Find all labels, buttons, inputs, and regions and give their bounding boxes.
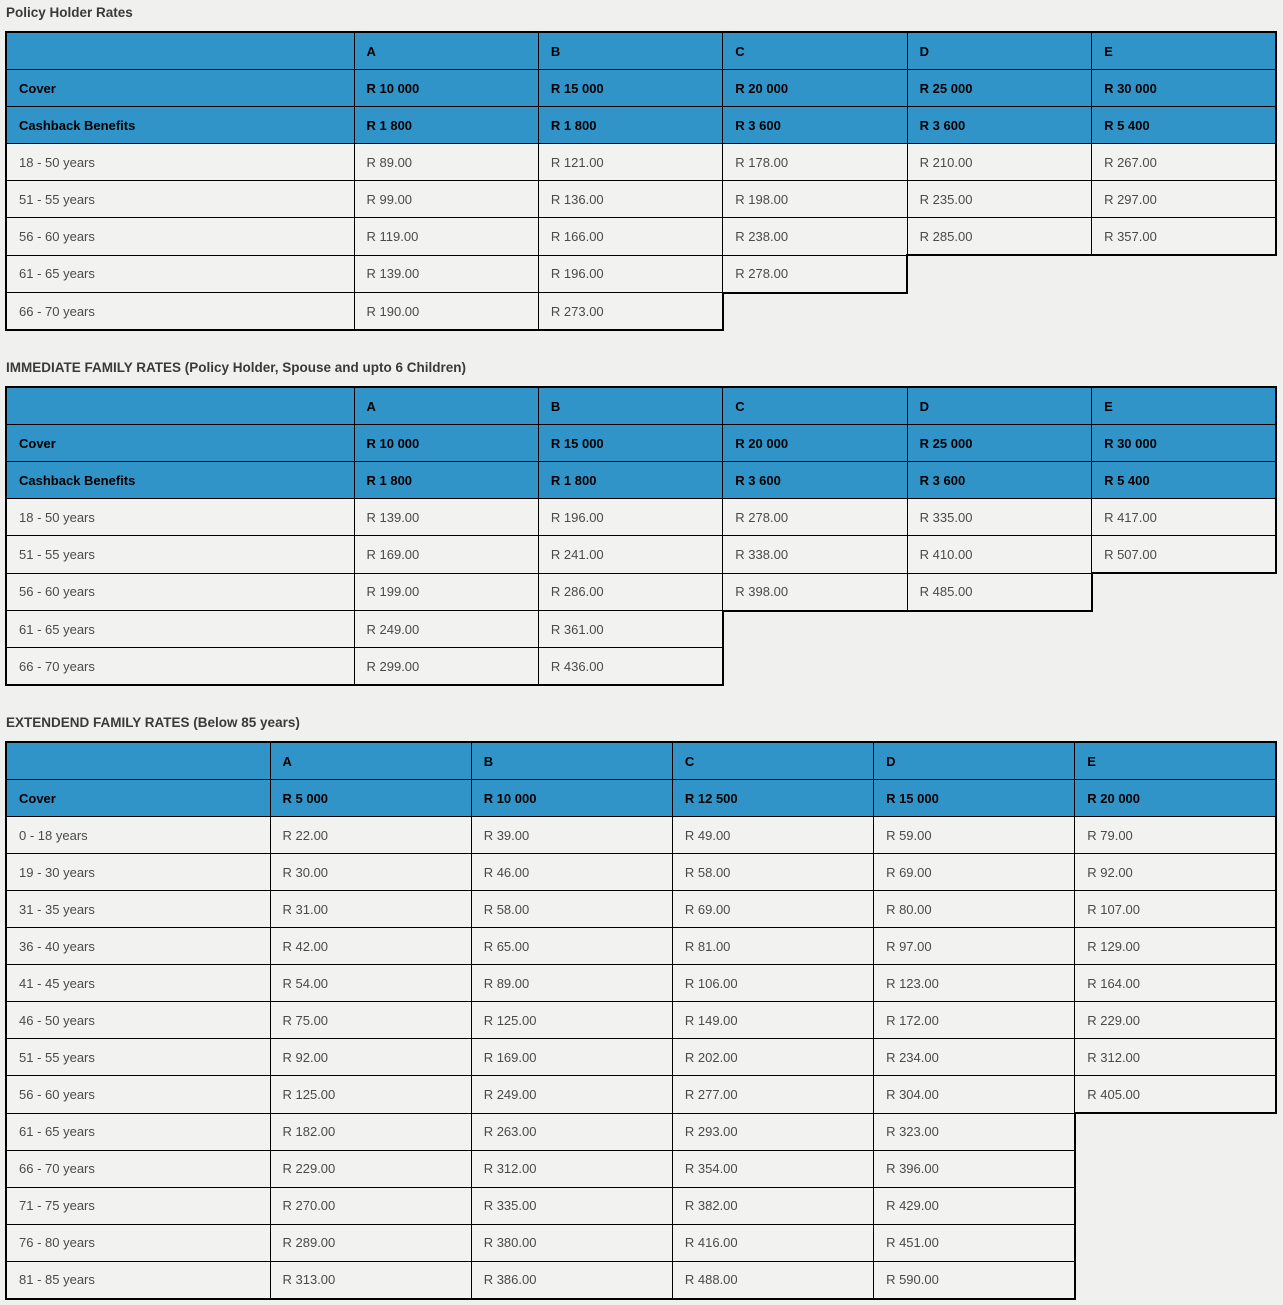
rate-value-cell: R 107.00	[1075, 891, 1276, 928]
rate-value-cell: R 166.00	[538, 218, 722, 256]
rate-value-cell: R 590.00	[874, 1261, 1075, 1299]
rate-value-cell: R 235.00	[907, 181, 1091, 218]
rate-value-cell: R 69.00	[672, 891, 873, 928]
rate-value-cell: R 65.00	[471, 928, 672, 965]
header-label-cell: Cover	[6, 780, 270, 817]
rate-value-cell: R 286.00	[538, 573, 722, 611]
column-letter-cell: C	[723, 32, 907, 70]
header-value-cell: R 5 000	[270, 780, 471, 817]
rate-value-cell: R 123.00	[874, 965, 1075, 1002]
rate-row	[6, 1002, 1276, 1039]
header-value-cell: R 12 500	[672, 780, 873, 817]
corner-cell	[6, 742, 270, 780]
rate-row	[6, 1113, 1276, 1150]
column-letter-cell: C	[723, 387, 907, 425]
age-band-cell: 19 - 30 years	[6, 854, 270, 891]
header-value-cell: R 15 000	[538, 70, 722, 107]
header-row	[6, 425, 1276, 462]
rate-value-cell: R 210.00	[907, 144, 1091, 181]
rate-value-cell: R 312.00	[1075, 1039, 1276, 1076]
header-label-cell: Cover	[6, 70, 354, 107]
rate-value-cell: R 119.00	[354, 218, 538, 256]
rate-row	[6, 1224, 1276, 1261]
rate-value-cell: R 190.00	[354, 293, 538, 331]
rate-row	[6, 573, 1276, 611]
header-value-cell: R 10 000	[471, 780, 672, 817]
age-band-cell: 31 - 35 years	[6, 891, 270, 928]
rate-value-cell: R 125.00	[270, 1076, 471, 1114]
rate-value-cell: R 278.00	[723, 499, 907, 536]
rate-value-cell: R 169.00	[471, 1039, 672, 1076]
header-value-cell: R 10 000	[354, 70, 538, 107]
rate-row	[6, 648, 1276, 686]
rate-value-cell: R 164.00	[1075, 965, 1276, 1002]
rate-row	[6, 144, 1276, 181]
age-band-cell: 76 - 80 years	[6, 1224, 270, 1261]
rate-value-cell: R 92.00	[270, 1039, 471, 1076]
age-band-cell: 18 - 50 years	[6, 499, 354, 536]
rate-value-cell: R 234.00	[874, 1039, 1075, 1076]
rate-value-cell: R 380.00	[471, 1224, 672, 1261]
rate-value-cell: R 58.00	[471, 891, 672, 928]
rate-value-cell: R 169.00	[354, 536, 538, 574]
rate-value-cell: R 178.00	[723, 144, 907, 181]
rate-value-cell: R 285.00	[907, 218, 1091, 256]
rate-value-cell: R 58.00	[672, 854, 873, 891]
rate-value-cell: R 410.00	[907, 536, 1091, 574]
policy-holder-rates-title: Policy Holder Rates	[6, 5, 133, 20]
rate-value-cell: R 297.00	[1092, 181, 1276, 218]
rate-value-cell: R 241.00	[538, 536, 722, 574]
rate-value-cell: R 69.00	[874, 854, 1075, 891]
rate-value-cell: R 79.00	[1075, 817, 1276, 854]
rate-row	[6, 499, 1276, 536]
rate-value-cell: R 129.00	[1075, 928, 1276, 965]
column-letters-row	[6, 387, 1276, 425]
rate-value-cell: R 89.00	[354, 144, 538, 181]
header-value-cell: R 30 000	[1092, 425, 1276, 462]
rate-value-cell: R 338.00	[723, 536, 907, 574]
rate-value-cell: R 125.00	[471, 1002, 672, 1039]
rate-value-cell: R 80.00	[874, 891, 1075, 928]
age-band-cell: 61 - 65 years	[6, 1113, 270, 1150]
rate-value-cell: R 249.00	[354, 611, 538, 648]
rate-value-cell: R 278.00	[723, 255, 907, 293]
rate-value-cell: R 485.00	[907, 573, 1091, 611]
column-letter-cell: D	[874, 742, 1075, 780]
header-row	[6, 462, 1276, 499]
column-letters-row	[6, 32, 1276, 70]
age-band-cell: 46 - 50 years	[6, 1002, 270, 1039]
rate-row	[6, 965, 1276, 1002]
header-value-cell: R 1 800	[538, 107, 722, 144]
column-letter-cell: B	[538, 387, 722, 425]
rate-value-cell: R 273.00	[538, 293, 722, 331]
rate-value-cell: R 304.00	[874, 1076, 1075, 1114]
rate-value-cell: R 121.00	[538, 144, 722, 181]
rate-value-cell: R 136.00	[538, 181, 722, 218]
rate-row	[6, 293, 1276, 331]
age-band-cell: 66 - 70 years	[6, 1150, 270, 1187]
column-letter-cell: A	[270, 742, 471, 780]
age-band-cell: 71 - 75 years	[6, 1187, 270, 1224]
rate-value-cell: R 429.00	[874, 1187, 1075, 1224]
age-band-cell: 56 - 60 years	[6, 1076, 270, 1114]
rate-value-cell: R 39.00	[471, 817, 672, 854]
column-letter-cell: E	[1092, 387, 1276, 425]
rate-value-cell: R 386.00	[471, 1261, 672, 1299]
rate-value-cell: R 54.00	[270, 965, 471, 1002]
age-band-cell: 56 - 60 years	[6, 218, 354, 256]
rate-value-cell: R 199.00	[354, 573, 538, 611]
age-band-cell: 0 - 18 years	[6, 817, 270, 854]
rate-value-cell: R 382.00	[672, 1187, 873, 1224]
rate-value-cell: R 357.00	[1092, 218, 1276, 256]
rate-value-cell: R 229.00	[1075, 1002, 1276, 1039]
rate-value-cell: R 289.00	[270, 1224, 471, 1261]
header-value-cell: R 25 000	[907, 425, 1091, 462]
rate-value-cell: R 49.00	[672, 817, 873, 854]
column-letter-cell: B	[538, 32, 722, 70]
rate-value-cell: R 249.00	[471, 1076, 672, 1114]
rate-value-cell: R 198.00	[723, 181, 907, 218]
rate-value-cell: R 398.00	[723, 573, 907, 611]
header-value-cell: R 20 000	[1075, 780, 1276, 817]
header-value-cell: R 30 000	[1092, 70, 1276, 107]
header-value-cell: R 3 600	[723, 107, 907, 144]
rate-value-cell: R 89.00	[471, 965, 672, 1002]
rate-value-cell: R 293.00	[672, 1113, 873, 1150]
rate-value-cell: R 299.00	[354, 648, 538, 686]
header-row	[6, 70, 1276, 107]
rate-value-cell: R 396.00	[874, 1150, 1075, 1187]
rate-value-cell: R 277.00	[672, 1076, 873, 1114]
header-value-cell: R 25 000	[907, 70, 1091, 107]
rate-value-cell: R 75.00	[270, 1002, 471, 1039]
rate-value-cell: R 22.00	[270, 817, 471, 854]
rate-value-cell: R 405.00	[1075, 1076, 1276, 1114]
column-letter-cell: A	[354, 32, 538, 70]
rate-value-cell: R 436.00	[538, 648, 722, 686]
rate-value-cell: R 81.00	[672, 928, 873, 965]
rate-value-cell: R 149.00	[672, 1002, 873, 1039]
age-band-cell: 51 - 55 years	[6, 536, 354, 574]
age-band-cell: 41 - 45 years	[6, 965, 270, 1002]
policy-holder-rates-table	[5, 31, 1277, 331]
rate-row	[6, 1150, 1276, 1187]
header-value-cell: R 5 400	[1092, 107, 1276, 144]
rate-row	[6, 181, 1276, 218]
rate-row	[6, 1076, 1276, 1114]
rate-value-cell: R 335.00	[907, 499, 1091, 536]
rate-value-cell: R 229.00	[270, 1150, 471, 1187]
rate-value-cell: R 139.00	[354, 255, 538, 293]
corner-cell	[6, 32, 354, 70]
rate-value-cell: R 59.00	[874, 817, 1075, 854]
age-band-cell: 56 - 60 years	[6, 573, 354, 611]
header-row	[6, 780, 1276, 817]
rate-value-cell: R 30.00	[270, 854, 471, 891]
column-letter-cell: D	[907, 387, 1091, 425]
header-row	[6, 107, 1276, 144]
immediate-family-rates-section	[5, 360, 1278, 686]
extended-family-rates-title: EXTENDEND FAMILY RATES (Below 85 years)	[6, 715, 300, 730]
rate-value-cell: R 335.00	[471, 1187, 672, 1224]
rate-value-cell: R 196.00	[538, 499, 722, 536]
age-band-cell: 51 - 55 years	[6, 181, 354, 218]
policy-holder-rates-section	[5, 5, 1278, 331]
rate-row	[6, 218, 1276, 256]
column-letter-cell: D	[907, 32, 1091, 70]
header-label-cell: Cover	[6, 425, 354, 462]
rate-value-cell: R 263.00	[471, 1113, 672, 1150]
rate-value-cell: R 92.00	[1075, 854, 1276, 891]
extended-family-rates-section	[5, 715, 1278, 1300]
column-letter-cell: B	[471, 742, 672, 780]
header-value-cell: R 1 800	[354, 462, 538, 499]
rate-row	[6, 1187, 1276, 1224]
rate-value-cell: R 416.00	[672, 1224, 873, 1261]
column-letter-cell: E	[1092, 32, 1276, 70]
rate-row	[6, 854, 1276, 891]
header-value-cell: R 20 000	[723, 70, 907, 107]
rate-value-cell: R 97.00	[874, 928, 1075, 965]
rate-value-cell: R 270.00	[270, 1187, 471, 1224]
rate-value-cell: R 451.00	[874, 1224, 1075, 1261]
rate-row	[6, 1261, 1276, 1299]
rate-value-cell: R 31.00	[270, 891, 471, 928]
rate-row	[6, 536, 1276, 574]
rate-value-cell: R 354.00	[672, 1150, 873, 1187]
header-value-cell: R 10 000	[354, 425, 538, 462]
rate-row	[6, 1039, 1276, 1076]
age-band-cell: 81 - 85 years	[6, 1261, 270, 1299]
header-value-cell: R 5 400	[1092, 462, 1276, 499]
age-band-cell: 36 - 40 years	[6, 928, 270, 965]
column-letter-cell: E	[1075, 742, 1276, 780]
rate-value-cell: R 172.00	[874, 1002, 1075, 1039]
column-letter-cell: A	[354, 387, 538, 425]
header-value-cell: R 20 000	[723, 425, 907, 462]
header-value-cell: R 3 600	[907, 462, 1091, 499]
rate-value-cell: R 417.00	[1092, 499, 1276, 536]
rate-row	[6, 928, 1276, 965]
rate-value-cell: R 507.00	[1092, 536, 1276, 574]
rate-value-cell: R 361.00	[538, 611, 722, 648]
age-band-cell: 61 - 65 years	[6, 255, 354, 293]
header-value-cell: R 1 800	[354, 107, 538, 144]
header-value-cell: R 1 800	[538, 462, 722, 499]
header-value-cell: R 3 600	[723, 462, 907, 499]
age-band-cell: 66 - 70 years	[6, 293, 354, 331]
rate-value-cell: R 488.00	[672, 1261, 873, 1299]
immediate-family-rates-title: IMMEDIATE FAMILY RATES (Policy Holder, Spouse and upto 6 Children)	[6, 360, 467, 375]
rate-value-cell: R 202.00	[672, 1039, 873, 1076]
age-band-cell: 61 - 65 years	[6, 611, 354, 648]
rate-value-cell: R 323.00	[874, 1113, 1075, 1150]
rate-value-cell: R 42.00	[270, 928, 471, 965]
column-letters-row	[6, 742, 1276, 780]
rate-row	[6, 255, 1276, 293]
header-value-cell: R 3 600	[907, 107, 1091, 144]
rate-value-cell: R 238.00	[723, 218, 907, 256]
rate-value-cell: R 106.00	[672, 965, 873, 1002]
immediate-family-rates-table	[5, 386, 1277, 686]
header-label-cell: Cashback Benefits	[6, 107, 354, 144]
extended-family-rates-table	[5, 741, 1277, 1300]
rate-value-cell: R 182.00	[270, 1113, 471, 1150]
rate-row	[6, 817, 1276, 854]
column-letter-cell: C	[672, 742, 873, 780]
rate-value-cell: R 267.00	[1092, 144, 1276, 181]
age-band-cell: 66 - 70 years	[6, 648, 354, 686]
rate-value-cell: R 196.00	[538, 255, 722, 293]
rate-value-cell: R 139.00	[354, 499, 538, 536]
corner-cell	[6, 387, 354, 425]
age-band-cell: 18 - 50 years	[6, 144, 354, 181]
rate-value-cell: R 312.00	[471, 1150, 672, 1187]
rate-row	[6, 611, 1276, 648]
header-value-cell: R 15 000	[538, 425, 722, 462]
rate-value-cell: R 99.00	[354, 181, 538, 218]
rate-value-cell: R 313.00	[270, 1261, 471, 1299]
header-value-cell: R 15 000	[874, 780, 1075, 817]
rate-row	[6, 891, 1276, 928]
age-band-cell: 51 - 55 years	[6, 1039, 270, 1076]
header-label-cell: Cashback Benefits	[6, 462, 354, 499]
rate-value-cell: R 46.00	[471, 854, 672, 891]
